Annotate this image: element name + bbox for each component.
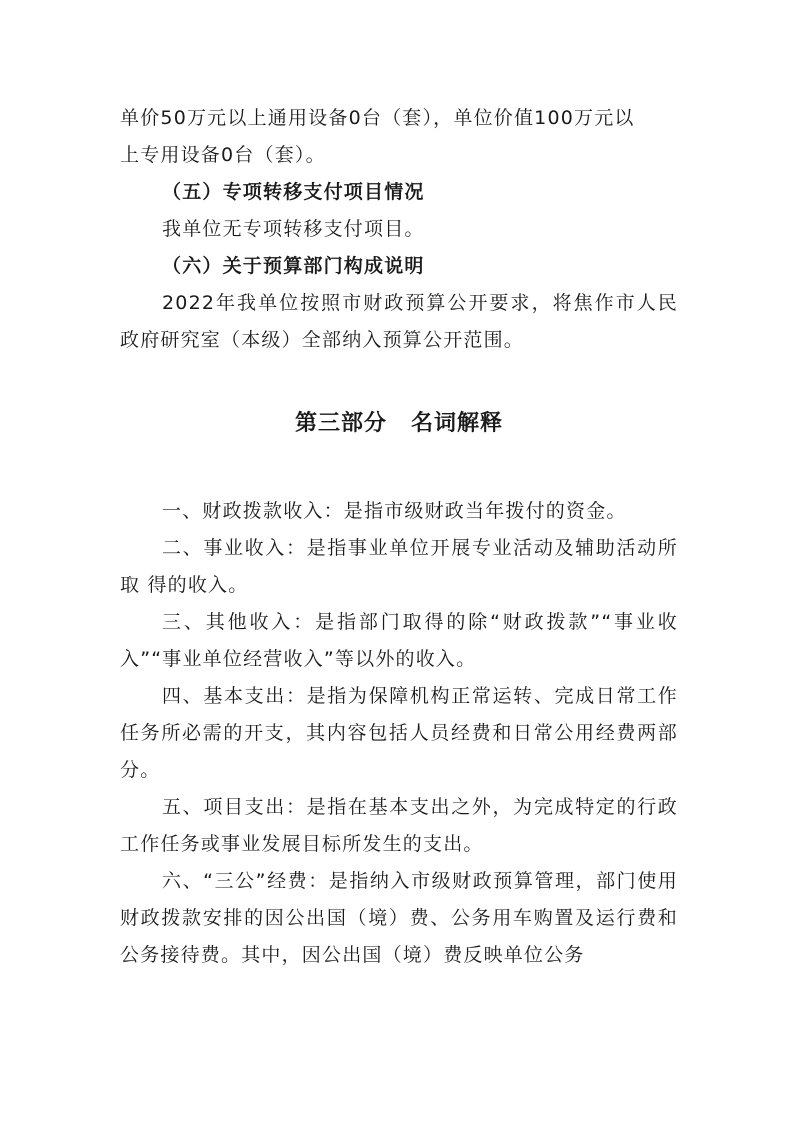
equipment-line-1: 单价50万元以上通用设备0台（套），单位价值100万元以 bbox=[120, 107, 635, 129]
section-title-part: 第三部分 bbox=[294, 411, 387, 436]
equipment-line-2: 上专用设备0台（套）。 bbox=[120, 144, 326, 166]
definition-item: 四、基本支出：是指为保障机构正常运转、完成日常工作任务所必需的开支，其内容包括人员经费和日常公用经费两部分。 bbox=[120, 685, 678, 781]
definition-item: 一、财政拨款收入：是指市级财政当年拨付的资金。 bbox=[162, 500, 627, 522]
section-title-name: 名词解释 bbox=[411, 411, 504, 436]
heading-special-transfer: （五）专项转移支付项目情况 bbox=[162, 181, 425, 203]
definition-item: 二、事业收入：是指事业单位开展专业活动及辅助活动所取 得的收入。 bbox=[120, 537, 678, 596]
definition-item: 五、项目支出：是指在基本支出之外，为完成特定的行政工作任务或事业发展目标所发生的支出。 bbox=[120, 796, 678, 855]
paragraph-budget-composition: 2022年我单位按照市财政预算公开要求，将焦作市人民政府研究室（本级）全部纳入预算公开范围。 bbox=[120, 292, 678, 351]
heading-budget-composition: （六）关于预算部门构成说明 bbox=[162, 255, 425, 277]
document-body bbox=[120, 100, 678, 974]
paragraph-special-transfer: 我单位无专项转移支付项目。 bbox=[162, 218, 425, 240]
section-title bbox=[120, 409, 678, 439]
definition-item: 六、“三公”经费：是指纳入市级财政预算管理，部门使用财政拨款安排的因公出国（境）费、公务用车购置及运行费和公务接待费。其中，因公出国（境）费反映单位公务 bbox=[120, 870, 678, 966]
definition-item: 三、其他收入：是指部门取得的除“财政拨款”“事业收入”“事业单位经营收入”等以外的收入。 bbox=[120, 611, 678, 670]
